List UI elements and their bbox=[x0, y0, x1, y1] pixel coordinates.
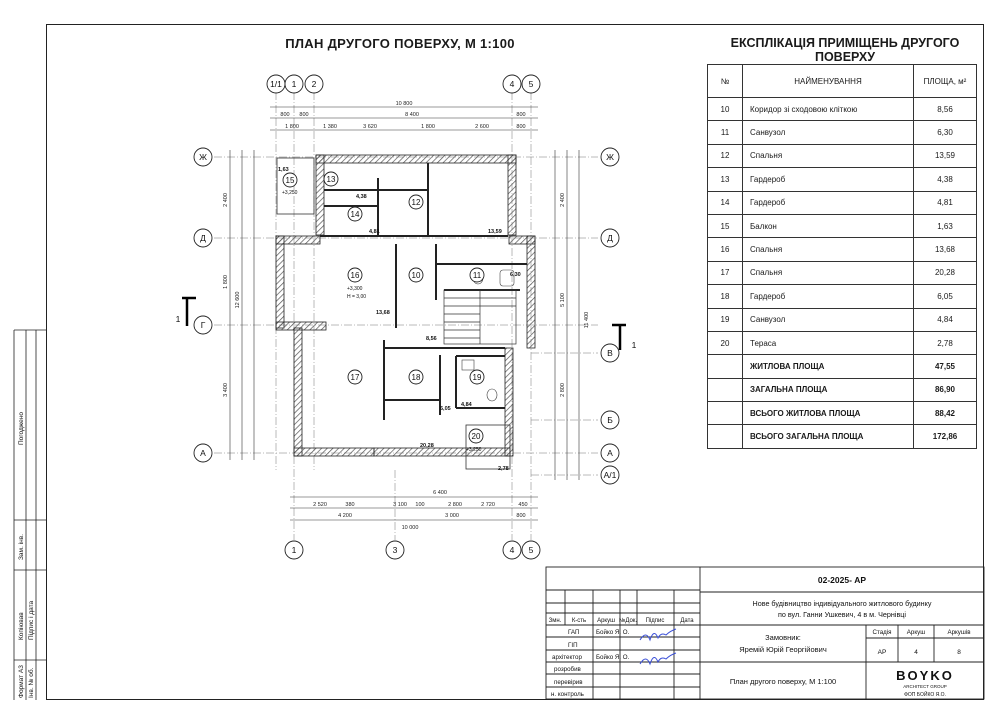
room-number: 20 bbox=[471, 432, 481, 441]
room-area: 4,38 bbox=[356, 194, 367, 200]
room-name: Гардероб bbox=[743, 285, 914, 308]
role-label: н. контроль bbox=[551, 691, 584, 698]
room-number: 14 bbox=[350, 210, 360, 219]
room-area: 13,68 bbox=[914, 238, 977, 261]
room-no: 12 bbox=[708, 144, 743, 167]
header-no: № bbox=[708, 65, 743, 98]
room-name: Коридор зі сходовою кліткою bbox=[743, 98, 914, 121]
person-name: Бойко Я. О. bbox=[596, 629, 630, 636]
exterior-walls bbox=[276, 155, 535, 456]
dim-text: 4 200 bbox=[338, 513, 352, 519]
room-area: 2,78 bbox=[914, 331, 977, 354]
stamp-label: Підпис і дата bbox=[28, 600, 35, 640]
room-area: 4,38 bbox=[914, 168, 977, 191]
side-stamp bbox=[14, 330, 46, 700]
room-area: 4,81 bbox=[914, 191, 977, 214]
dim-text: 380 bbox=[345, 502, 355, 508]
axis-label: 1 bbox=[291, 545, 297, 555]
room-no: 10 bbox=[708, 98, 743, 121]
explication-title: ЕКСПЛІКАЦІЯ ПРИМІЩЕНЬ ДРУГОГО ПОВЕРХУ bbox=[730, 36, 960, 64]
dim-text: 800 bbox=[280, 112, 290, 118]
axis-label: В bbox=[607, 348, 613, 358]
total-label: ЖИТЛОВА ПЛОЩА bbox=[743, 355, 914, 378]
room-level: +3,250 bbox=[466, 447, 482, 453]
axis-label: А bbox=[200, 448, 206, 458]
section-label: 1 bbox=[175, 314, 181, 324]
axis-labels bbox=[176, 79, 637, 555]
axis-label: Б bbox=[607, 415, 613, 425]
axis-label: 1/1 bbox=[270, 79, 282, 89]
dim-text: 3 000 bbox=[445, 513, 459, 519]
tb-header: Підпис bbox=[645, 618, 665, 624]
room-name: Санвузол bbox=[743, 308, 914, 331]
room-area: 20,28 bbox=[914, 261, 977, 284]
stamp-label: Інв. № об. bbox=[28, 667, 35, 698]
sheets-value: 8 bbox=[957, 649, 961, 656]
firm-logo: BOYKO bbox=[896, 668, 954, 683]
room-areas bbox=[278, 167, 521, 472]
dim-text: 2 800 bbox=[448, 502, 462, 508]
room-area: 8,56 bbox=[426, 336, 437, 342]
balcony-terrace bbox=[277, 158, 510, 469]
dim-text: 2 520 bbox=[313, 502, 327, 508]
room-levels bbox=[282, 190, 482, 453]
tb-header: Аркуш bbox=[597, 618, 615, 624]
total-value: 47,55 bbox=[914, 355, 977, 378]
room-area: 4,84 bbox=[914, 308, 977, 331]
project-line: по вул. Ганни Ушкевич, 4 в м. Чернівці bbox=[777, 610, 907, 619]
format-label: Формат А3 bbox=[18, 665, 25, 698]
room-no: 16 bbox=[708, 238, 743, 261]
room-number: 13 bbox=[326, 175, 336, 184]
plan-title: ПЛАН ДРУГОГО ПОВЕРХУ, М 1:100 bbox=[285, 36, 515, 51]
stairs bbox=[444, 290, 516, 344]
room-area: 6,30 bbox=[914, 121, 977, 144]
sheet-value: 4 bbox=[914, 649, 918, 656]
dim-text: 100 bbox=[415, 502, 425, 508]
dim-text: 3 400 bbox=[223, 383, 229, 397]
role-label: архітектор bbox=[552, 654, 582, 661]
room-level: +3,300 bbox=[347, 286, 363, 292]
dim-text: 1 800 bbox=[421, 124, 435, 130]
room-area: 4,81 bbox=[369, 229, 380, 235]
dim-text: 10 000 bbox=[401, 525, 419, 531]
room-area: 13,59 bbox=[488, 229, 502, 235]
axis-label: А bbox=[607, 448, 613, 458]
client-name: Яремій Юрій Георгійович bbox=[739, 645, 827, 654]
total-value: 88,42 bbox=[914, 402, 977, 425]
stamp-label: Зам. інв. bbox=[18, 534, 25, 560]
room-name: Тераса bbox=[743, 331, 914, 354]
room-no: 19 bbox=[708, 308, 743, 331]
axis-label: Г bbox=[200, 320, 206, 330]
dim-text: 10 800 bbox=[395, 101, 413, 107]
room-no: 15 bbox=[708, 214, 743, 237]
tb-header: Змн. bbox=[548, 618, 562, 624]
axis-label: 4 bbox=[509, 79, 515, 89]
role-label: перевірив bbox=[554, 679, 583, 686]
axis-label: 5 bbox=[528, 79, 534, 89]
dim-text: 2 600 bbox=[475, 124, 489, 130]
axis-label: Д bbox=[607, 233, 613, 243]
role-label: розробив bbox=[554, 666, 581, 673]
col-sheets: Аркушів bbox=[947, 629, 971, 636]
dim-text: 11 400 bbox=[584, 311, 590, 329]
dim-text: 1 800 bbox=[223, 275, 229, 289]
dim-text: 1 800 bbox=[285, 124, 299, 130]
tb-header: Дата bbox=[680, 618, 694, 624]
dim-text: 2 720 bbox=[481, 502, 495, 508]
dim-text: 800 bbox=[299, 112, 309, 118]
dim-text: 6 400 bbox=[433, 490, 447, 496]
dim-text: 8 400 bbox=[405, 112, 419, 118]
dim-text: 800 bbox=[516, 124, 526, 130]
room-number: 11 bbox=[472, 271, 482, 280]
title-block-texts bbox=[730, 575, 971, 698]
room-no: 17 bbox=[708, 261, 743, 284]
client-label: Замовник: bbox=[765, 633, 801, 642]
role-label: ГАП bbox=[568, 629, 580, 636]
col-stage: Стадія bbox=[872, 629, 892, 636]
room-area: 8,56 bbox=[914, 98, 977, 121]
header-name: НАЙМЕНУВАННЯ bbox=[743, 65, 914, 98]
total-label: ВСЬОГО ЗАГАЛЬНА ПЛОЩА bbox=[743, 425, 914, 448]
total-value: 172,86 bbox=[914, 425, 977, 448]
room-name: Гардероб bbox=[743, 191, 914, 214]
room-area: 13,59 bbox=[914, 144, 977, 167]
room-no: 18 bbox=[708, 285, 743, 308]
room-area: 6,30 bbox=[510, 272, 521, 278]
axis-label: 1 bbox=[291, 79, 297, 89]
sheet-title: План другого поверху, М 1:100 bbox=[729, 677, 837, 686]
col-sheet: Аркуш bbox=[906, 629, 926, 636]
room-number: 18 bbox=[411, 373, 421, 382]
header-area: ПЛОЩА, м² bbox=[914, 65, 977, 98]
room-name: Спальня bbox=[743, 261, 914, 284]
room-area: 2,78 bbox=[498, 466, 509, 472]
firm-logo-sub: ARCHITECT GROUP bbox=[903, 684, 947, 689]
axis-label: 5 bbox=[528, 545, 534, 555]
axis-label: Д bbox=[200, 233, 206, 243]
axis-label: А/1 bbox=[603, 470, 617, 480]
dim-text: 2 400 bbox=[560, 193, 566, 207]
room-no: 13 bbox=[708, 168, 743, 191]
room-name: Гардероб bbox=[743, 168, 914, 191]
room-number: 15 bbox=[285, 176, 295, 185]
tb-header: №Док. bbox=[618, 618, 638, 624]
dim-text: 2 800 bbox=[560, 383, 566, 397]
room-number: 10 bbox=[411, 271, 421, 280]
dim-text: 2 400 bbox=[223, 193, 229, 207]
project-line: Нове будівництво індивідуального житлового будинку bbox=[752, 599, 932, 608]
room-area: 20,28 bbox=[420, 443, 434, 449]
total-label: ЗАГАЛЬНА ПЛОЩА bbox=[743, 378, 914, 401]
room-number: 19 bbox=[472, 373, 482, 382]
signature-marks bbox=[640, 629, 676, 664]
axis-label: Ж bbox=[199, 152, 207, 162]
firm-name: ФОП БОЙКО Я.О. bbox=[904, 692, 946, 698]
dim-text: 3 100 bbox=[393, 502, 407, 508]
stage-value: АР bbox=[877, 649, 887, 656]
title-block-roles bbox=[551, 629, 630, 698]
room-height: Н = 3,00 bbox=[347, 294, 367, 300]
stamp-label: Копіював bbox=[18, 612, 25, 640]
axis-label: 2 bbox=[311, 79, 317, 89]
stamp-label: Погоджено bbox=[18, 412, 25, 445]
total-label: ВСЬОГО ЖИТЛОВА ПЛОЩА bbox=[743, 402, 914, 425]
room-area: 6,05 bbox=[440, 406, 451, 412]
dim-text: 5 100 bbox=[560, 293, 566, 307]
room-name: Спальня bbox=[743, 238, 914, 261]
tb-header: К-сть bbox=[571, 618, 587, 624]
room-no: 11 bbox=[708, 121, 743, 144]
role-label: ГІП bbox=[568, 642, 578, 649]
room-name: Балкон bbox=[743, 214, 914, 237]
total-value: 86,90 bbox=[914, 378, 977, 401]
dim-text: 800 bbox=[516, 112, 526, 118]
dim-text: 800 bbox=[516, 513, 526, 519]
person-name: Бойко Я. О. bbox=[596, 654, 630, 661]
room-area: 1,63 bbox=[914, 214, 977, 237]
room-number: 16 bbox=[350, 271, 360, 280]
room-name: Спальня bbox=[743, 144, 914, 167]
axis-label: Ж bbox=[606, 152, 614, 162]
room-level: +3,250 bbox=[282, 190, 298, 196]
axis-label: 3 bbox=[392, 545, 398, 555]
dim-text: 3 620 bbox=[363, 124, 377, 130]
room-name: Санвузол bbox=[743, 121, 914, 144]
project-code: 02-2025- АР bbox=[817, 575, 867, 585]
room-no: 14 bbox=[708, 191, 743, 214]
axis-label: 4 bbox=[509, 545, 515, 555]
dim-text: 1 380 bbox=[323, 124, 337, 130]
room-area: 13,68 bbox=[376, 310, 390, 316]
room-area: 4,84 bbox=[461, 402, 472, 408]
room-area: 6,05 bbox=[914, 285, 977, 308]
section-label: 1 bbox=[631, 340, 637, 350]
room-number: 17 bbox=[350, 373, 360, 382]
dim-text: 12 600 bbox=[235, 291, 241, 309]
room-area: 1,63 bbox=[278, 167, 289, 173]
title-block-headers bbox=[549, 617, 695, 624]
dim-text: 450 bbox=[518, 502, 528, 508]
room-no: 20 bbox=[708, 331, 743, 354]
room-number: 12 bbox=[411, 198, 421, 207]
